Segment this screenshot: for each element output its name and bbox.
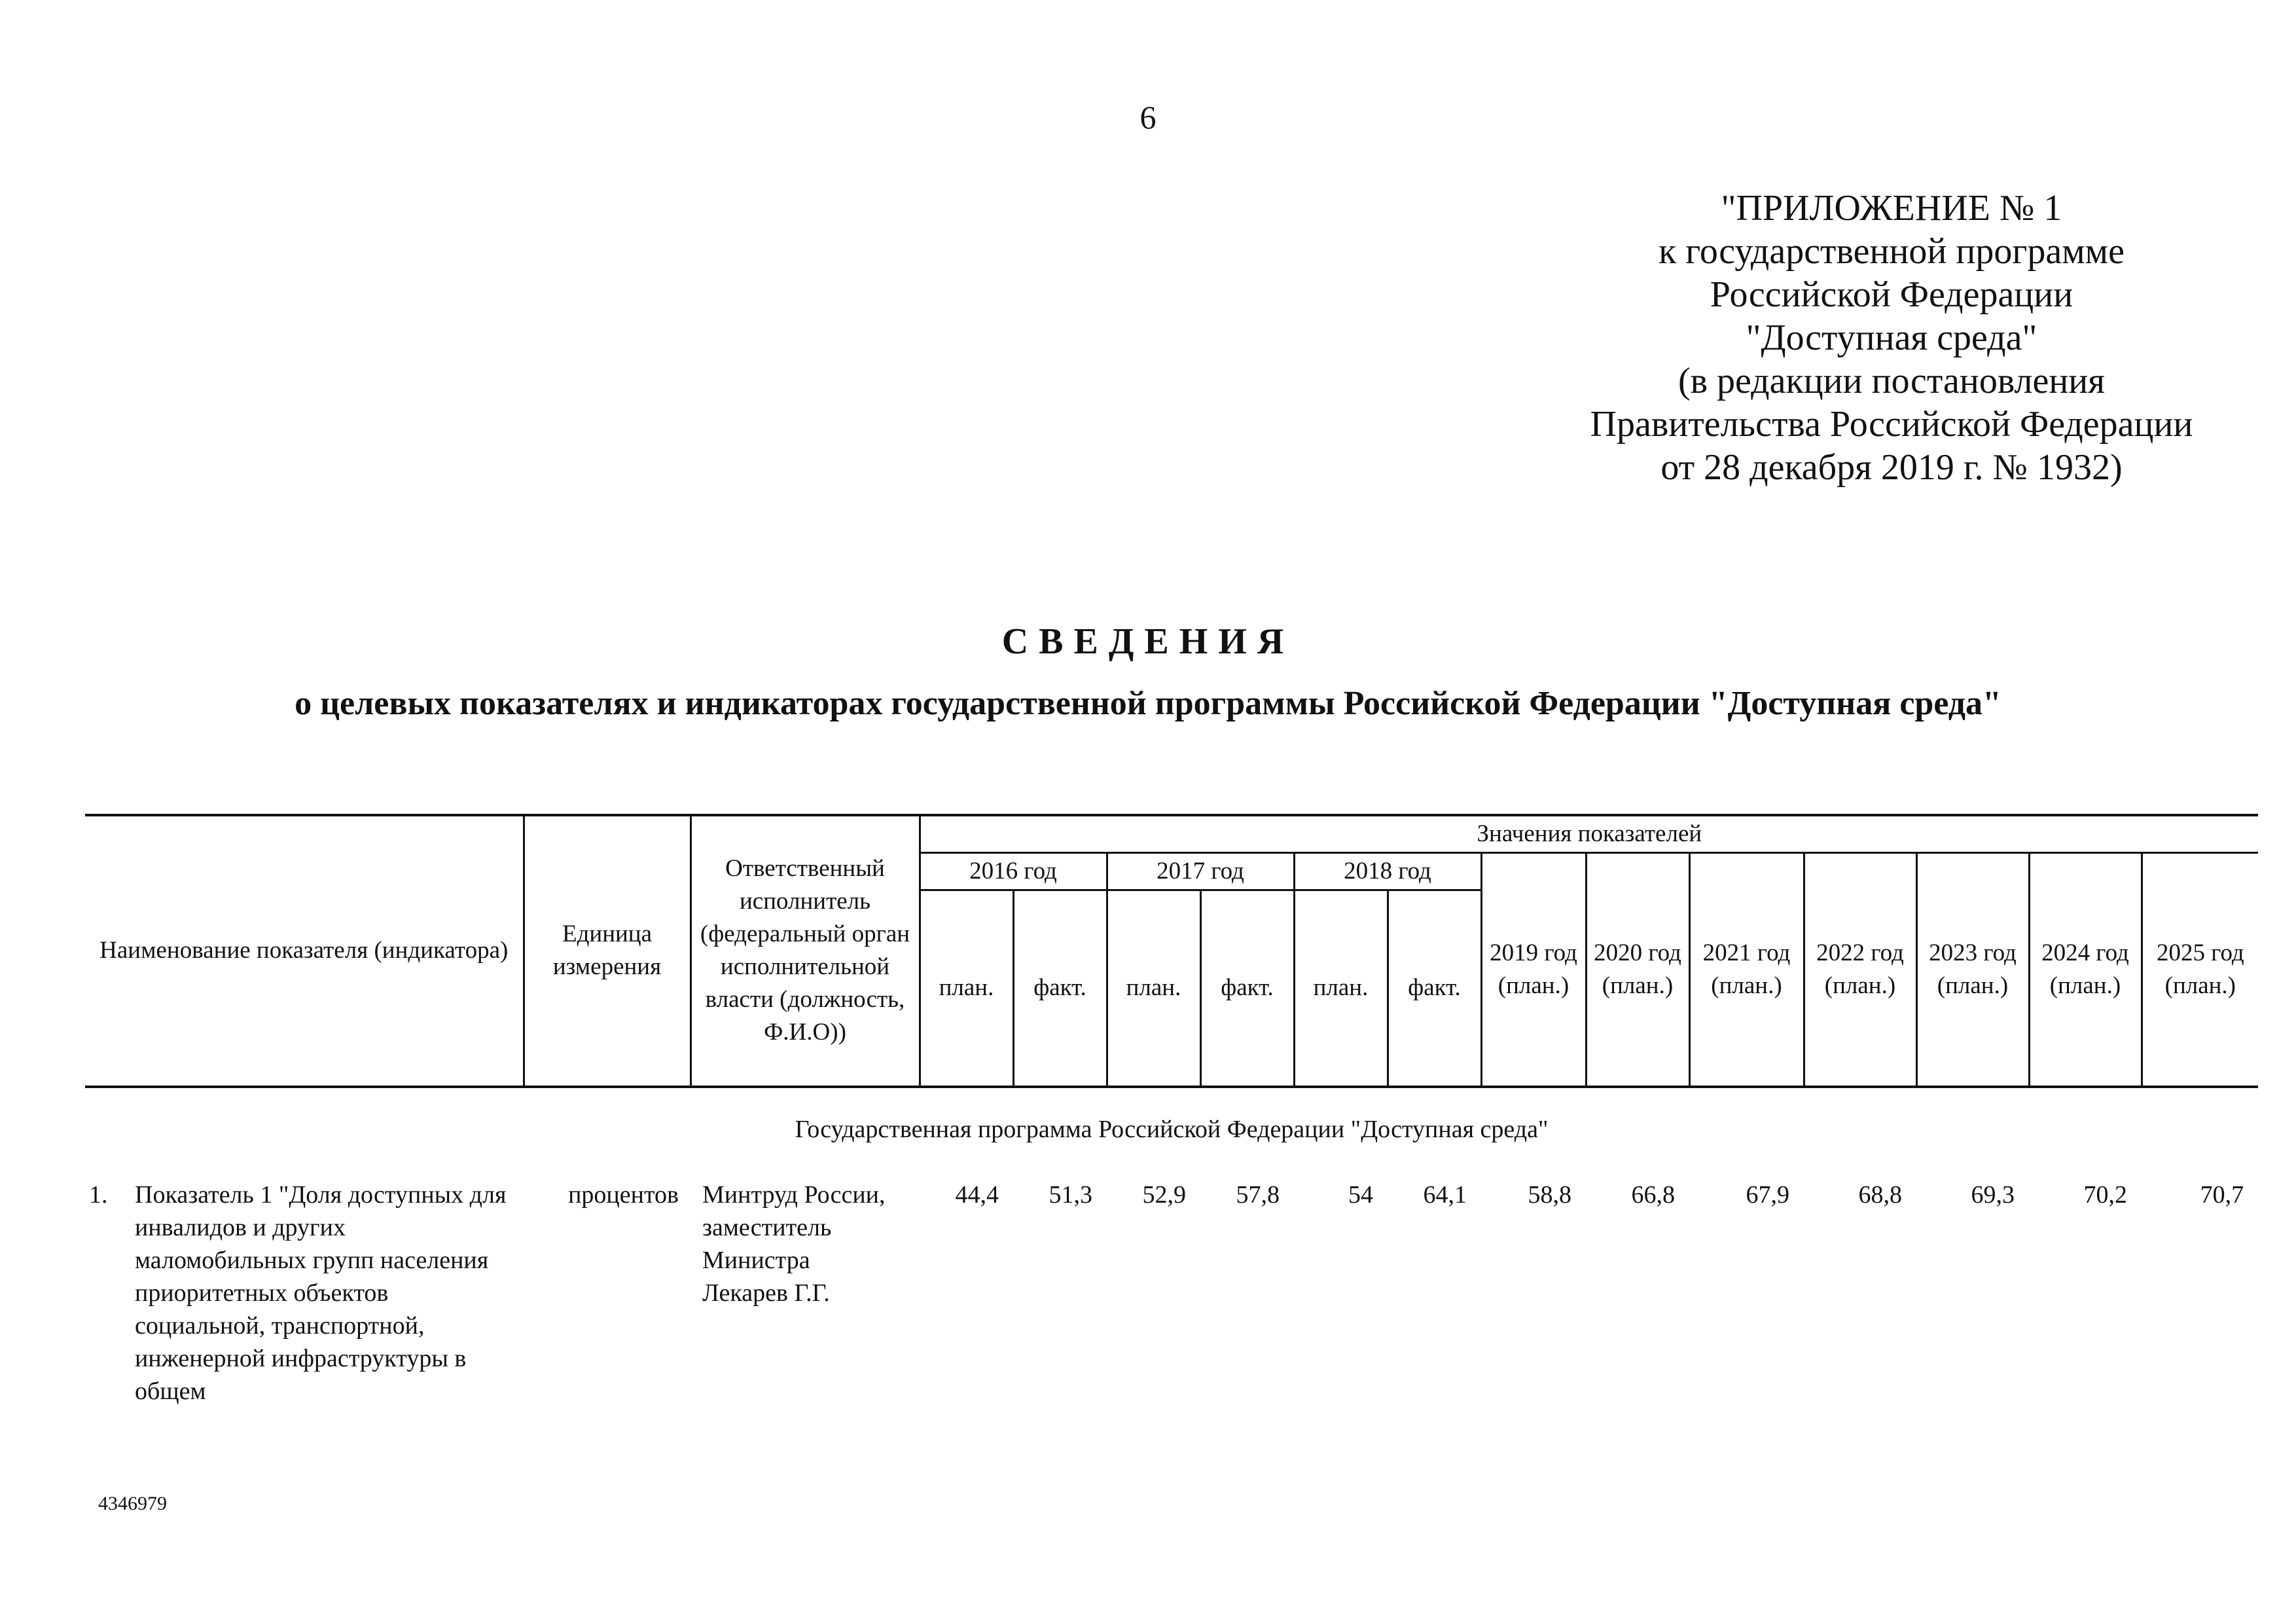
indicator-name-cell [85, 1178, 524, 1408]
appendix-block [1571, 187, 2212, 489]
header-year-2025: 2025 год (план.) [2142, 853, 2258, 1087]
executor-cell: Минтруд России, заместитель Министра Лекарев Г.Г. [702, 1180, 886, 1307]
header-plan-2018: план. [1294, 890, 1388, 1087]
row-number: 1. [89, 1180, 108, 1209]
value-2018-fact: 64,1 [1423, 1180, 1467, 1209]
appendix-line: Правительства Российской Федерации [1590, 404, 2193, 445]
value-2020-plan: 66,8 [1631, 1180, 1675, 1209]
header-executor: Ответственный исполнитель (федеральный орган исполнительной власти (должность, Ф.И.О)) [691, 815, 920, 1087]
header-unit: Единица измерения [524, 815, 691, 1087]
value-2025-plan: 70,7 [2200, 1180, 2244, 1209]
indicator-name: Показатель 1 "Доля доступных для инвалидов и других маломобильных групп населения приоритетных объектов социальной, транспортной, инженерной инфраструктуры в общем [135, 1180, 507, 1405]
header-year-2022: 2022 год (план.) [1804, 853, 1916, 1087]
page-number: 6 [1139, 99, 1157, 136]
value-2017-fact: 57,8 [1236, 1180, 1280, 1209]
header-plan-2016: план. [920, 890, 1013, 1087]
document-subtitle: о целевых показателях и индикаторах государственной программы Российской Федерации "Доступная среда" [295, 685, 2001, 722]
header-year-2017: 2017 год [1107, 853, 1294, 890]
value-2023-plan: 69,3 [1971, 1180, 2015, 1209]
header-year-2021: 2021 год (план.) [1689, 853, 1804, 1087]
section-title: Государственная программа Российской Федерации "Доступная среда" [795, 1115, 1549, 1143]
header-year-2020: 2020 год (план.) [1586, 853, 1689, 1087]
value-2024-plan: 70,2 [2083, 1180, 2127, 1209]
value-2022-plan: 68,8 [1858, 1180, 1902, 1209]
appendix-line: (в редакции постановления [1677, 361, 2106, 401]
table-row [85, 1178, 2258, 1408]
appendix-line: Российской Федерации [1710, 274, 2073, 315]
appendix-line: "Доступная среда" [1746, 318, 2037, 358]
value-2016-fact: 51,3 [1049, 1180, 1092, 1209]
value-2017-plan: 52,9 [1142, 1180, 1186, 1209]
document-code: 4346979 [98, 1493, 167, 1514]
header-indicator-name: Наименование показателя (индикатора) [85, 815, 524, 1087]
header-fact-2017: факт. [1200, 890, 1294, 1087]
header-year-2016: 2016 год [920, 853, 1107, 890]
header-year-2024: 2024 год (план.) [2029, 853, 2142, 1087]
value-2021-plan: 67,9 [1746, 1180, 1789, 1209]
header-fact-2018: факт. [1388, 890, 1481, 1087]
header-plan-2017: план. [1107, 890, 1200, 1087]
indicators-table [85, 814, 2258, 1408]
unit-cell: процентов [568, 1180, 679, 1209]
header-year-2023: 2023 год (план.) [1916, 853, 2029, 1087]
value-2019-plan: 58,8 [1528, 1180, 1571, 1209]
value-2016-plan: 44,4 [955, 1180, 999, 1209]
value-2018-plan: 54 [1348, 1180, 1373, 1209]
document-heading: СВЕДЕНИЯ [1001, 621, 1295, 662]
appendix-line: "ПРИЛОЖЕНИЕ № 1 [1721, 188, 2062, 228]
appendix-line: к государственной программе [1659, 231, 2125, 272]
header-fact-2016: факт. [1013, 890, 1107, 1087]
header-year-2019: 2019 год (план.) [1481, 853, 1586, 1087]
header-values: Значения показателей [920, 815, 2258, 853]
appendix-line: от 28 декабря 2019 г. № 1932) [1660, 447, 2123, 488]
header-year-2018: 2018 год [1294, 853, 1481, 890]
